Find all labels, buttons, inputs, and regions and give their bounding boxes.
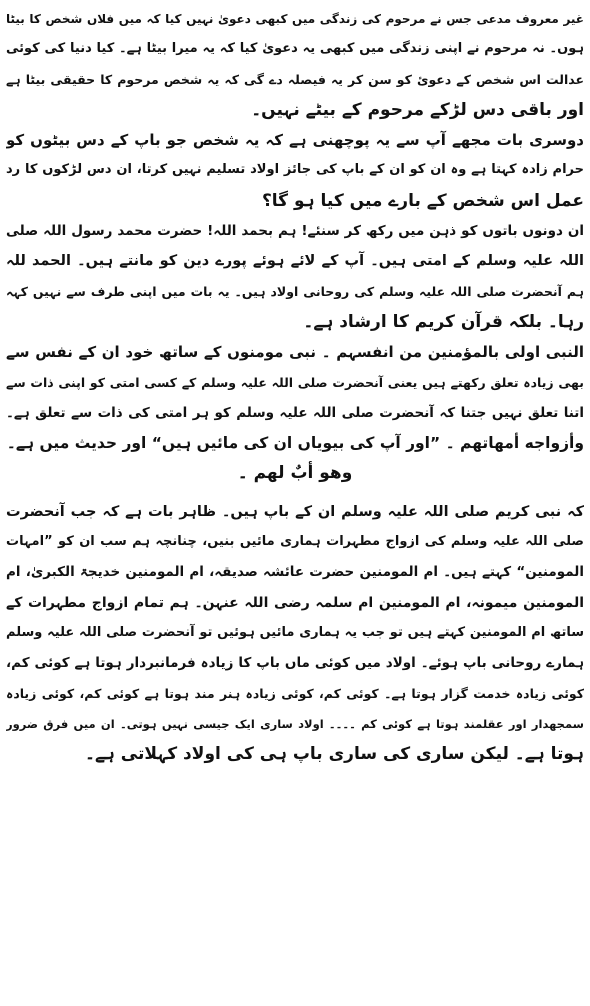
text-line: بھی زیادہ تعلق رکھتے ہیں یعنی آنحضرت صلی اللہ علیہ وسلم کے کسی امتی کو اپنی ذات سے	[6, 374, 584, 390]
text-line: کوئی زیادہ خدمت گزار ہوتا ہے۔ کوئی کم، کوئی زیادہ ہنر مند ہوتا ہے کوئی کم، کوئی زیادہ	[6, 685, 584, 701]
text-line: حرام زادہ کہتا ہے وہ ان کو ان کے باپ کی جائز اولاد تسلیم نہیں کرتا، ان دس لڑکوں کا رد	[6, 162, 584, 178]
text-line: غیر معروف مدعی جس نے مرحوم کی زندگی میں کبھی دعویٰ نہیں کیا کہ میں فلاں شخص کا بیٹا	[6, 12, 584, 26]
text-line: کہ نبی کریم صلی اللہ علیہ وسلم ان کے باپ ہیں۔ ظاہر بات ہے کہ جب آنحضرت	[6, 503, 584, 520]
text-line: ہمارے روحانی باپ ہوئے۔ اولاد میں کوئی ماں باپ کا زیادہ فرمانبردار ہوتا ہے کوئی کم،	[6, 655, 584, 672]
text-line: دوسری بات مجھے آپ سے یہ پوچھنی ہے کہ یہ شخص جو باپ کے دس بیٹوں کو	[6, 131, 584, 150]
quran-verse-line: وأزواجه أمهاتهم ۔ ”اور آپ کی بیویاں ان کی مائیں ہیں“ اور حدیث میں ہے۔	[6, 434, 584, 453]
text-line: رہا۔ بلکہ قرآن کریم کا ارشاد ہے۔	[303, 311, 584, 332]
quran-verse-line: النبی اولی بالمؤمنین من انفسہم ۔ نبی مومنوں کے ساتھ خود ان کے نفس سے	[6, 343, 584, 362]
text-line: عمل اس شخص کے بارے میں کیا ہو گا؟	[261, 190, 584, 211]
text-line: ہم آنحضرت صلی اللہ علیہ وسلم کی روحانی اولاد ہیں۔ یہ بات میں اپنی طرف سے نہیں کہہ	[6, 283, 584, 299]
text-line: المومنین“ کہتے ہیں۔ ام المومنین حضرت عائشہ صدیقہ، ام المومنین خدیجۃ الکبریٰ، ام	[6, 564, 584, 581]
text-line: ہوں۔ نہ مرحوم نے اپنی زندگی میں کبھی یہ دعویٰ کیا کہ یہ میرا بیٹا ہے۔ کیا دنیا کی کوئی	[6, 41, 584, 57]
paragraph-gap	[6, 489, 584, 497]
text-line: صلی اللہ علیہ وسلم کی ازواج مطہرات ہماری مائیں بنیں، چنانچہ ہم سب ان کو ”امہات	[6, 534, 584, 550]
text-line: ساتھ ام المومنین کہتے ہیں تو جب یہ ہماری مائیں ہوئیں تو آنحضرت صلی اللہ علیہ وسلم	[6, 624, 584, 640]
text-line: اتنا تعلق نہیں جتنا کہ آنحضرت صلی اللہ علیہ وسلم کو ہر امتی کی ذات سے تعلق ہے۔	[6, 404, 584, 421]
text-line: اللہ علیہ وسلم کے امتی ہیں۔ آپ کے لائے ہوئے پورے دین کو مانتے ہیں۔ الحمد للہ	[6, 253, 584, 270]
text-line: عدالت اس شخص کے دعوئ کو سن کر یہ فیصلہ دے گی کہ یہ شخص مرحوم کا حقیقی بیٹا ہے	[6, 71, 584, 87]
text-line: سمجھدار اور عقلمند ہوتا ہے کوئی کم ۔۔۔۔ اولاد ساری ایک جیسی نہیں ہوتی۔ ان میں فرق ضرور	[6, 716, 584, 731]
text-line: اور باقی دس لڑکے مرحوم کے بیٹے نہیں۔	[251, 99, 584, 120]
hadith-line: وھو أبٌ لھم ۔	[237, 463, 353, 484]
text-line: المومنین میمونہ، ام المومنین ام سلمہ رضی اللہ عنہن۔ ہم تمام ازواج مطہرات کے	[6, 594, 584, 611]
text-line: ہوتا ہے۔ لیکن ساری کی ساری باپ ہی کی اولاد کہلاتی ہے۔	[85, 744, 584, 765]
text-line: ان دونوں باتوں کو ذہن میں رکھ کر سنئے! ہم بحمد اللہ! حضرت محمد رسول اللہ صلی	[6, 223, 584, 240]
